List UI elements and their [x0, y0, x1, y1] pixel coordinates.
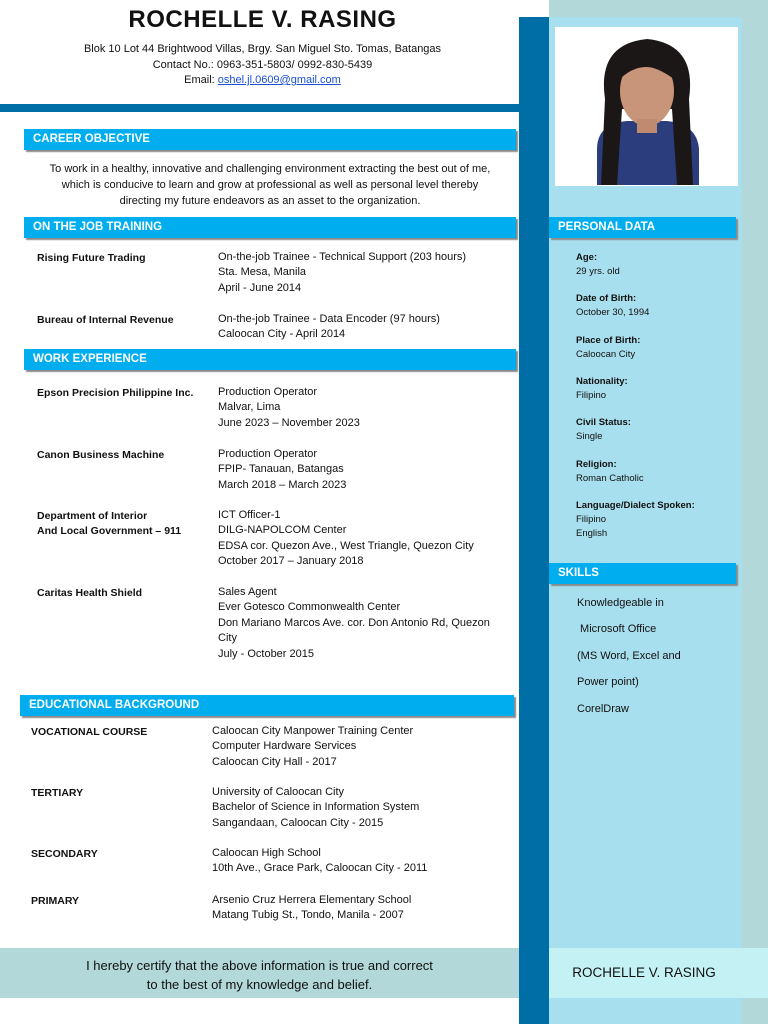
work-org-line: Department of Interior — [37, 510, 148, 522]
work-detail-line: Production Operator — [218, 386, 318, 398]
education-details — [212, 893, 411, 924]
personal-data-label: Date of Birth: — [576, 293, 637, 304]
education-detail-line: Computer Hardware Services — [212, 740, 357, 753]
work-detail-line: October 2017 – January 2018 — [218, 555, 364, 568]
work-detail-line: Malvar, Lima — [218, 401, 281, 414]
work-details — [218, 585, 490, 662]
certification-line: I hereby certify that the above information is true and correct — [86, 958, 433, 973]
work-org: Epson Precision Philippine Inc. — [37, 387, 194, 399]
education-details — [212, 724, 413, 770]
personal-data-value: English — [576, 528, 608, 539]
personal-data-value: Caloocan City — [576, 349, 636, 360]
email-line — [0, 73, 525, 88]
work-org — [37, 509, 181, 539]
section-header-education: EDUCATIONAL BACKGROUND — [20, 695, 514, 716]
work-detail-line: July - October 2015 — [218, 647, 314, 660]
education-detail-line: Matang Tubig St., Tondo, Manila - 2007 — [212, 909, 404, 922]
section-header-ojt: ON THE JOB TRAINING — [24, 217, 516, 238]
work-org: Caritas Health Shield — [37, 587, 143, 599]
email-link[interactable]: oshel.jl.0609@gmail.com — [217, 74, 341, 86]
career-line: To work in a healthy, innovative and challenging environment extracting the best out of me, — [49, 163, 491, 175]
education-details — [212, 846, 427, 877]
work-detail-line: Don Mariano Marcos Ave. cor. Don Antonio Rd, Quezon — [218, 616, 490, 629]
work-detail-line: City — [218, 632, 237, 645]
personal-data-value: Roman Catholic — [576, 473, 644, 484]
certification-line: to the best of my knowledge and belief. — [146, 977, 373, 992]
education-detail-line: Bachelor of Science in Information System — [212, 801, 420, 814]
personal-data-value: Single — [576, 431, 603, 442]
education-details — [212, 785, 419, 831]
personal-data-label: Religion: — [576, 459, 617, 470]
contact-line: Contact No.: 0963-351-5803/ 0992-830-5439 — [152, 59, 373, 71]
sidebar-stripe — [519, 17, 549, 1024]
section-header-personal-data: PERSONAL DATA — [549, 217, 736, 238]
education-detail-line: University of Caloocan City — [212, 786, 345, 798]
person-portrait-icon — [557, 29, 736, 185]
education-detail-line: Sangandaan, Caloocan City - 2015 — [212, 816, 384, 829]
ojt-org: Bureau of Internal Revenue — [37, 314, 174, 326]
education-detail-line: Caloocan City Hall - 2017 — [212, 755, 337, 768]
ojt-detail-line: Sta. Mesa, Manila — [218, 266, 307, 279]
personal-data-label: Place of Birth: — [576, 335, 641, 346]
career-objective-text — [24, 161, 516, 209]
ojt-details — [218, 312, 440, 343]
education-level: SECONDARY — [31, 848, 98, 860]
work-org: Canon Business Machine — [37, 449, 165, 461]
personal-data-value: 29 yrs. old — [576, 266, 620, 277]
education-level: VOCATIONAL COURSE — [31, 726, 148, 738]
work-detail-line: FPIP- Tanauan, Batangas — [218, 463, 344, 476]
signature-name: ROCHELLE V. RASING — [572, 965, 716, 980]
career-line: which is conducive to learn and grow at professional as well as personal level thereby — [61, 179, 479, 191]
profile-photo — [557, 29, 736, 185]
work-details — [218, 447, 346, 493]
section-header-work-experience: WORK EXPERIENCE — [24, 349, 516, 370]
education-detail-line: Caloocan City Manpower Training Center — [212, 725, 414, 737]
education-detail-line: Caloocan High School — [212, 847, 321, 859]
ojt-detail-line: On-the-job Trainee - Technical Support (203 hours) — [218, 251, 467, 263]
work-detail-line: March 2018 – March 2023 — [218, 478, 347, 491]
ojt-detail-line: Caloocan City - April 2014 — [218, 328, 346, 341]
education-level: PRIMARY — [31, 895, 80, 907]
personal-data-value: Filipino — [576, 514, 607, 525]
work-details — [218, 508, 474, 570]
ojt-org: Rising Future Trading — [37, 252, 146, 264]
skill-item: Power point) — [577, 676, 639, 688]
work-detail-line: Production Operator — [218, 448, 318, 460]
resume-name: ROCHELLE V. RASING — [128, 6, 397, 33]
ojt-detail-line: April - June 2014 — [218, 281, 302, 294]
skill-item: CorelDraw — [577, 703, 629, 715]
ojt-details — [218, 250, 466, 296]
work-org-line: And Local Government – 911 — [37, 525, 182, 537]
work-detail-line: DILG-NAPOLCOM Center — [218, 524, 347, 537]
section-header-skills: SKILLS — [549, 563, 736, 584]
personal-data-label: Nationality: — [576, 376, 628, 387]
address-line: Blok 10 Lot 44 Brightwood Villas, Brgy. San Miguel Sto. Tomas, Batangas — [83, 43, 442, 55]
ojt-detail-line: On-the-job Trainee - Data Encoder (97 hours) — [218, 313, 440, 325]
work-details — [218, 385, 360, 431]
header-divider — [0, 104, 519, 112]
personal-data-label: Language/Dialect Spoken: — [576, 500, 695, 511]
personal-data-value: October 30, 1994 — [576, 307, 650, 318]
career-line: directing my future endeavors as an asset to the organization. — [119, 195, 421, 207]
education-detail-line: 10th Ave., Grace Park, Caloocan City - 2011 — [212, 862, 428, 875]
work-detail-line: Ever Gotesco Commonwealth Center — [218, 601, 401, 614]
work-detail-line: Sales Agent — [218, 586, 277, 598]
education-detail-line: Arsenio Cruz Herrera Elementary School — [212, 894, 412, 906]
skill-item: Microsoft Office — [577, 623, 657, 635]
skill-item: Knowledgeable in — [577, 597, 664, 609]
personal-data-value: Filipino — [576, 390, 607, 401]
personal-data-label: Age: — [576, 252, 598, 263]
email-label: Email: — [184, 74, 218, 86]
skill-item: (MS Word, Excel and — [577, 650, 681, 662]
section-header-career-objective: CAREER OBJECTIVE — [24, 129, 516, 150]
personal-data-label: Civil Status: — [576, 417, 631, 428]
work-detail-line: ICT Officer-1 — [218, 509, 281, 521]
education-level: TERTIARY — [31, 787, 84, 799]
work-detail-line: EDSA cor. Quezon Ave., West Triangle, Quezon City — [218, 539, 474, 552]
work-detail-line: June 2023 – November 2023 — [218, 416, 360, 429]
